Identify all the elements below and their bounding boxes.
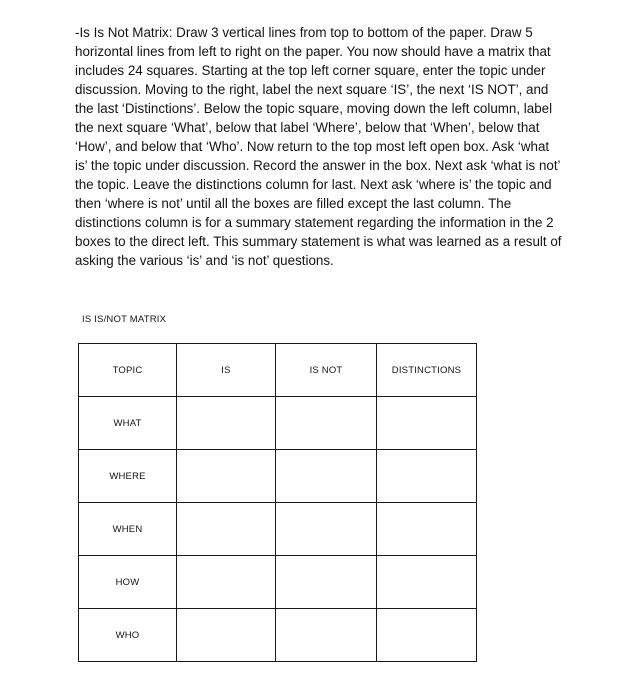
row-label-what: WHAT xyxy=(79,397,177,450)
cell-where-is-not xyxy=(276,450,377,503)
table-row-how xyxy=(79,556,477,609)
header-cell-topic: TOPIC xyxy=(79,344,177,397)
cell-when-is-not xyxy=(276,503,377,556)
cell-how-is xyxy=(177,556,276,609)
row-label-when: WHEN xyxy=(79,503,177,556)
table-row-when xyxy=(79,503,477,556)
header-cell-distinctions: DISTINCTIONS xyxy=(377,344,477,397)
cell-how-is-not xyxy=(276,556,377,609)
header-cell-is-not: IS NOT xyxy=(276,344,377,397)
cell-when-distinctions xyxy=(377,503,477,556)
matrix-title: IS IS/NOT MATRIX xyxy=(82,314,167,325)
row-label-where: WHERE xyxy=(79,450,177,503)
cell-what-distinctions xyxy=(377,397,477,450)
cell-who-is xyxy=(177,609,276,662)
cell-where-distinctions xyxy=(377,450,477,503)
cell-how-distinctions xyxy=(377,556,477,609)
cell-what-is xyxy=(177,397,276,450)
header-cell-is: IS xyxy=(177,344,276,397)
row-label-who: WHO xyxy=(79,609,177,662)
row-label-how: HOW xyxy=(79,556,177,609)
is-isnot-matrix-table xyxy=(78,343,477,662)
cell-when-is xyxy=(177,503,276,556)
header-row xyxy=(79,344,477,397)
cell-where-is xyxy=(177,450,276,503)
cell-who-distinctions xyxy=(377,609,477,662)
cell-who-is-not xyxy=(276,609,377,662)
instructions-paragraph: -Is Is Not Matrix: Draw 3 vertical lines from top to bottom of the paper. Draw 5 horizontal lines from left to right on the paper. You now should have a matrix that includes 24 squares. Starting at the top left corner square, enter the topic under discussion. Moving to the right, label the next square ‘IS’, the next ‘IS NOT’, and the last ‘Distinctions’. Below the topic square, moving down the left column, label the next square ‘What’, below that label ‘Where’, below that ‘When’, below that ‘How’, and below that ‘Who’. Now return to the top most left open box. Ask ‘what is’ the topic under discussion. Record the answer in the box. Next ask ‘what is not’ the topic. Leave the distinctions column for last. Next ask ‘where is’ the topic and then ‘where is not’ until all the boxes are filled except the last column. The distinctions column is for a summary statement regarding the information in the 2 boxes to the direct left. This summary statement is what was learned as a result of asking the various ‘is’ and ‘is not’ questions. xyxy=(75,25,562,269)
table-row-who xyxy=(79,609,477,662)
table-row-what xyxy=(79,397,477,450)
cell-what-is-not xyxy=(276,397,377,450)
table-row-where xyxy=(79,450,477,503)
